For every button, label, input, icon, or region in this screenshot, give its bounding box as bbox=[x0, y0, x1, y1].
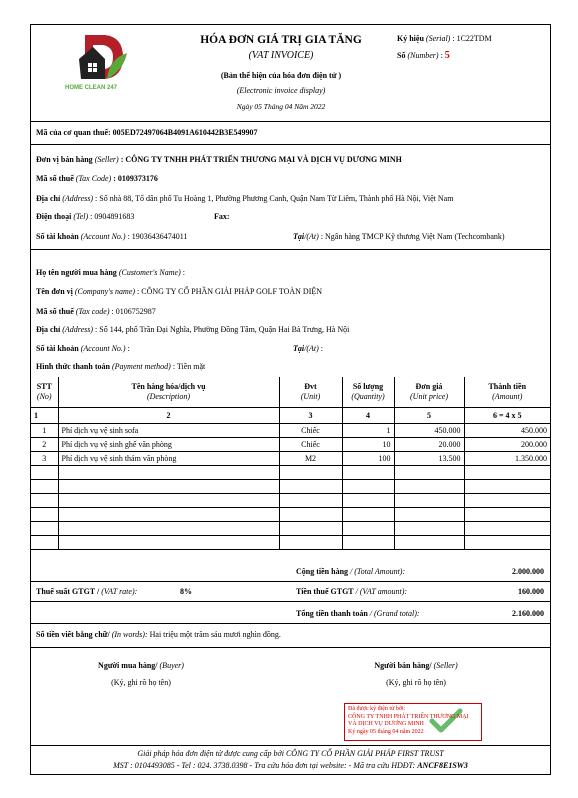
buyer-person-line bbox=[36, 268, 185, 277]
items-table bbox=[31, 377, 550, 550]
row-description: Phí dịch vụ vệ sinh thảm văn phòng bbox=[58, 451, 279, 465]
company-logo bbox=[61, 29, 139, 97]
vat-amount-line bbox=[296, 587, 407, 596]
number-field bbox=[397, 50, 450, 61]
seller-signature-title bbox=[351, 661, 481, 670]
seller-name-label: Đơn vị bán hàng bbox=[36, 155, 93, 164]
buyer-signature-note: (Ký, ghi rõ họ tên) bbox=[111, 678, 171, 687]
table-row bbox=[31, 437, 550, 451]
seller-tax-label: Mã số thuế bbox=[36, 174, 74, 183]
serial-value: : 1C22TDM bbox=[452, 34, 492, 43]
number-label: Số bbox=[397, 51, 406, 60]
vat-rate-label-en: (VAT rate): bbox=[101, 587, 138, 596]
buyer-address: : Số 144, phố Trần Đại Nghĩa, Phường Đồng Tâm, Quận Hai Bà Trưng, Hà Nội bbox=[95, 325, 350, 334]
row-amount: 450.000 bbox=[464, 423, 550, 437]
row-unit-price: 13.500 bbox=[394, 451, 464, 465]
buyer-bank-label: Tại bbox=[293, 344, 305, 353]
tax-authority-code: 005ED72497064B4091A610442B3E549907 bbox=[112, 128, 258, 137]
digital-signature-stamp bbox=[344, 703, 482, 741]
grand-total-line bbox=[296, 609, 420, 618]
buyer-person-label: Họ tên người mua hàng bbox=[36, 268, 117, 277]
row-unit-price: 450.000 bbox=[394, 423, 464, 437]
invoice-number: 5 bbox=[444, 50, 450, 61]
row-quantity: 10 bbox=[342, 437, 394, 451]
buyer-company-line bbox=[36, 287, 322, 296]
vat-amount-label: Tiền thuế GTGT bbox=[296, 587, 354, 596]
empty-row bbox=[31, 507, 550, 521]
payment-method-label: Hình thức thanh toán bbox=[36, 362, 110, 371]
buyer-tax-line bbox=[36, 307, 156, 316]
buyer-signature-label: Người mua hàng/ bbox=[98, 661, 158, 670]
buyer-tax-label: Mã số thuế bbox=[36, 307, 74, 316]
col-unit-header: Đvt (Unit) bbox=[279, 377, 342, 407]
row-amount: 1.350.000 bbox=[464, 451, 550, 465]
index-cell: 2 bbox=[58, 407, 279, 423]
buyer-signature-label-en: (Buyer) bbox=[159, 661, 184, 670]
seller-account: : 19036436474011 bbox=[127, 232, 188, 241]
house-logo-icon bbox=[61, 29, 139, 85]
seller-phone: : 0904891683 bbox=[90, 212, 135, 221]
buyer-address-label: Địa chỉ bbox=[36, 325, 61, 334]
buyer-tax-code: : 0106752987 bbox=[111, 307, 156, 316]
row-unit-price: 20.000 bbox=[394, 437, 464, 451]
divider bbox=[31, 745, 550, 746]
seller-tax-code: : 0109373176 bbox=[113, 174, 158, 183]
seller-fax-label: Fax: bbox=[214, 212, 230, 221]
buyer-signature-title bbox=[81, 661, 201, 670]
index-cell: 6 = 4 x 5 bbox=[464, 407, 550, 423]
invoice-subtitle: (VAT INVOICE) bbox=[248, 50, 314, 61]
col-unit-price-header: Đơn giá (Unit price) bbox=[394, 377, 464, 407]
grand-total-label-en: / (Grand total): bbox=[369, 609, 420, 618]
vat-rate-value: 8% bbox=[180, 587, 192, 596]
seller-signature-label-en: (Seller) bbox=[433, 661, 458, 670]
seller-address-label: Địa chỉ bbox=[36, 194, 61, 203]
subtotal-label-en: / (Total Amount): bbox=[350, 567, 406, 576]
vat-rate-label: Thuế suất GTGT / bbox=[36, 587, 100, 596]
row-unit: Chiếc bbox=[279, 423, 342, 437]
index-cell: 1 bbox=[31, 407, 58, 423]
number-sep: : bbox=[440, 51, 443, 60]
seller-tax-label-en: (Tax Code) bbox=[75, 174, 112, 183]
invoice-frame bbox=[30, 24, 551, 775]
payment-method: : Tiền mặt bbox=[172, 362, 206, 371]
col-amount-header: Thành tiền (Amount) bbox=[464, 377, 550, 407]
logo-brand-text: HOME CLEAN 247 bbox=[65, 85, 118, 91]
seller-name-label-en: (Seller) bbox=[94, 155, 119, 164]
row-description: Phí dịch vụ vệ sinh sofa bbox=[58, 423, 279, 437]
row-no: 1 bbox=[31, 423, 58, 437]
index-cell: 4 bbox=[342, 407, 394, 423]
seller-bank: : Ngân hàng TMCP Kỹ thương Việt Nam (Techcombank) bbox=[320, 232, 505, 241]
buyer-person: : bbox=[182, 268, 185, 277]
row-description: Phí dịch vụ vệ sinh ghế văn phòng bbox=[58, 437, 279, 451]
footer-contact bbox=[31, 761, 550, 770]
divider bbox=[31, 623, 550, 624]
seller-account-line bbox=[36, 232, 188, 241]
display-note-vi: (Bản thể hiện của hóa đơn điện tử ) bbox=[220, 71, 342, 80]
buyer-bank-line bbox=[293, 344, 323, 353]
grand-total-value: 2.160.000 bbox=[512, 609, 544, 618]
buyer-account: : bbox=[127, 344, 130, 353]
buyer-address-line bbox=[36, 325, 349, 334]
stamp-line3: Ký ngày 05 tháng 04 năm 2022 bbox=[348, 728, 424, 735]
row-quantity: 100 bbox=[342, 451, 394, 465]
buyer-company: : CÔNG TY CỔ PHẦN GIẢI PHÁP GOLF TOÀN DIỆN bbox=[137, 287, 323, 296]
display-note-en: (Electronic invoice display) bbox=[236, 86, 326, 95]
seller-signature-label: Người bán hàng/ bbox=[374, 661, 432, 670]
divider bbox=[31, 144, 550, 145]
empty-row bbox=[31, 493, 550, 507]
row-unit: M2 bbox=[279, 451, 342, 465]
vat-rate-line bbox=[36, 587, 137, 596]
empty-row bbox=[31, 535, 550, 549]
vat-amount-label-en: / (VAT amount): bbox=[355, 587, 408, 596]
row-no: 2 bbox=[31, 437, 58, 451]
table-row bbox=[31, 451, 550, 465]
table-header-row bbox=[31, 377, 550, 407]
buyer-company-label: Tên đơn vị bbox=[36, 287, 73, 296]
index-cell: 5 bbox=[394, 407, 464, 423]
tax-authority-line bbox=[36, 128, 258, 137]
buyer-address-label-en: (Address) bbox=[62, 325, 94, 334]
row-amount: 200.000 bbox=[464, 437, 550, 451]
empty-row bbox=[31, 479, 550, 493]
seller-name-line bbox=[36, 155, 402, 164]
buyer-tax-label-en: (Tax code) bbox=[75, 307, 110, 316]
buyer-person-label-en: (Customer's Name) bbox=[118, 268, 181, 277]
stamp-line2: CÔNG TY TNHH PHÁT TRIỂN THƯƠNG MẠI VÀ DỊCH VỤ DƯƠNG MINH bbox=[348, 713, 469, 727]
seller-account-label: Số tài khoản bbox=[36, 232, 79, 241]
serial-label: Ký hiệu bbox=[397, 34, 424, 43]
payment-method-label-en: (Payment method) bbox=[111, 362, 171, 371]
seller-phone-label: Điện thoại bbox=[36, 212, 72, 221]
footer-lookup-code: ANCF8E1SW3 bbox=[417, 761, 468, 770]
subtotal-line bbox=[296, 567, 405, 576]
grand-total-label: Tổng tiền thanh toán bbox=[296, 609, 368, 618]
subtotal-value: 2.000.000 bbox=[512, 567, 544, 576]
buyer-account-label-en: (Account No.) bbox=[80, 344, 126, 353]
divider bbox=[31, 249, 550, 250]
col-no-header: STT (No) bbox=[31, 377, 58, 407]
row-no: 3 bbox=[31, 451, 58, 465]
tax-authority-label: Mã của cơ quan thuế: bbox=[36, 128, 111, 137]
divider bbox=[31, 601, 550, 602]
serial-label-en: (Serial) bbox=[425, 34, 451, 43]
table-row bbox=[31, 423, 550, 437]
divider bbox=[31, 581, 550, 582]
buyer-account-line bbox=[36, 344, 130, 353]
invoice-title: HÓA ĐƠN GIÁ TRỊ GIA TĂNG bbox=[200, 34, 362, 46]
seller-address-label-en: (Address) bbox=[62, 194, 94, 203]
row-quantity: 1 bbox=[342, 423, 394, 437]
col-description-header: Tên hàng hóa/dịch vụ (Description) bbox=[58, 377, 279, 407]
amount-in-words: Hai triệu một trăm sáu mươi nghìn đồng. bbox=[149, 630, 281, 639]
divider bbox=[31, 647, 550, 648]
seller-account-label-en: (Account No.) bbox=[80, 232, 126, 241]
amount-in-words-label-en: (In words): bbox=[111, 630, 148, 639]
serial-field bbox=[397, 34, 492, 43]
seller-phone-label-en: (Tel) bbox=[73, 212, 89, 221]
amount-in-words-label: Số tiền viết bằng chữ/ bbox=[36, 630, 110, 639]
buyer-bank: : bbox=[320, 344, 324, 353]
seller-bank-label-en: /(At) bbox=[304, 232, 319, 241]
number-label-en: (Number) bbox=[407, 51, 439, 60]
seller-signature-note: (Ký, ghi rõ họ tên) bbox=[386, 678, 446, 687]
seller-address-line bbox=[36, 194, 453, 203]
seller-name: : CÔNG TY TNHH PHÁT TRIỂN THƯƠNG MẠI VÀ DỊCH VỤ DƯƠNG MINH bbox=[120, 155, 402, 164]
seller-phone-line bbox=[36, 212, 134, 221]
amount-in-words-line bbox=[36, 630, 281, 639]
col-quantity-header: Số lượng (Quantity) bbox=[342, 377, 394, 407]
index-cell: 3 bbox=[279, 407, 342, 423]
empty-row bbox=[31, 465, 550, 479]
table-index-row bbox=[31, 407, 550, 423]
buyer-account-label: Số tài khoản bbox=[36, 344, 79, 353]
seller-address: : Số nhà 88, Tổ dân phố Tu Hoàng 1, Phường Phương Canh, Quận Nam Từ Liêm, Thành phố Hà Nội, Việt Nam bbox=[95, 194, 454, 203]
divider bbox=[31, 121, 550, 122]
stamp-line1: Đã được ký điện tử bởi: bbox=[348, 706, 406, 712]
seller-tax-line bbox=[36, 174, 158, 183]
buyer-bank-label-en: /(At) bbox=[304, 344, 319, 353]
subtotal-label: Cộng tiền hàng bbox=[296, 567, 349, 576]
row-unit: Chiếc bbox=[279, 437, 342, 451]
footer-contact-text: MST : 0104493085 - Tel : 024. 3738.0398 - Tra cứu hóa đơn tại website: - Mã tra cứu HDĐT: bbox=[113, 761, 416, 770]
invoice-date: Ngày 05 Tháng 04 Năm 2022 bbox=[236, 102, 326, 111]
empty-row bbox=[31, 521, 550, 535]
seller-bank-label: Tại bbox=[293, 232, 305, 241]
footer-provider: Giải pháp hóa đơn điện tử được cung cấp bởi CÔNG TY CỔ PHẦN GIẢI PHÁP FIRST TRUST bbox=[137, 749, 444, 758]
vat-amount-value: 160.000 bbox=[518, 587, 544, 596]
seller-bank-line bbox=[293, 232, 505, 241]
buyer-company-label-en: (Company's name) bbox=[74, 287, 136, 296]
payment-method-line bbox=[36, 362, 205, 371]
